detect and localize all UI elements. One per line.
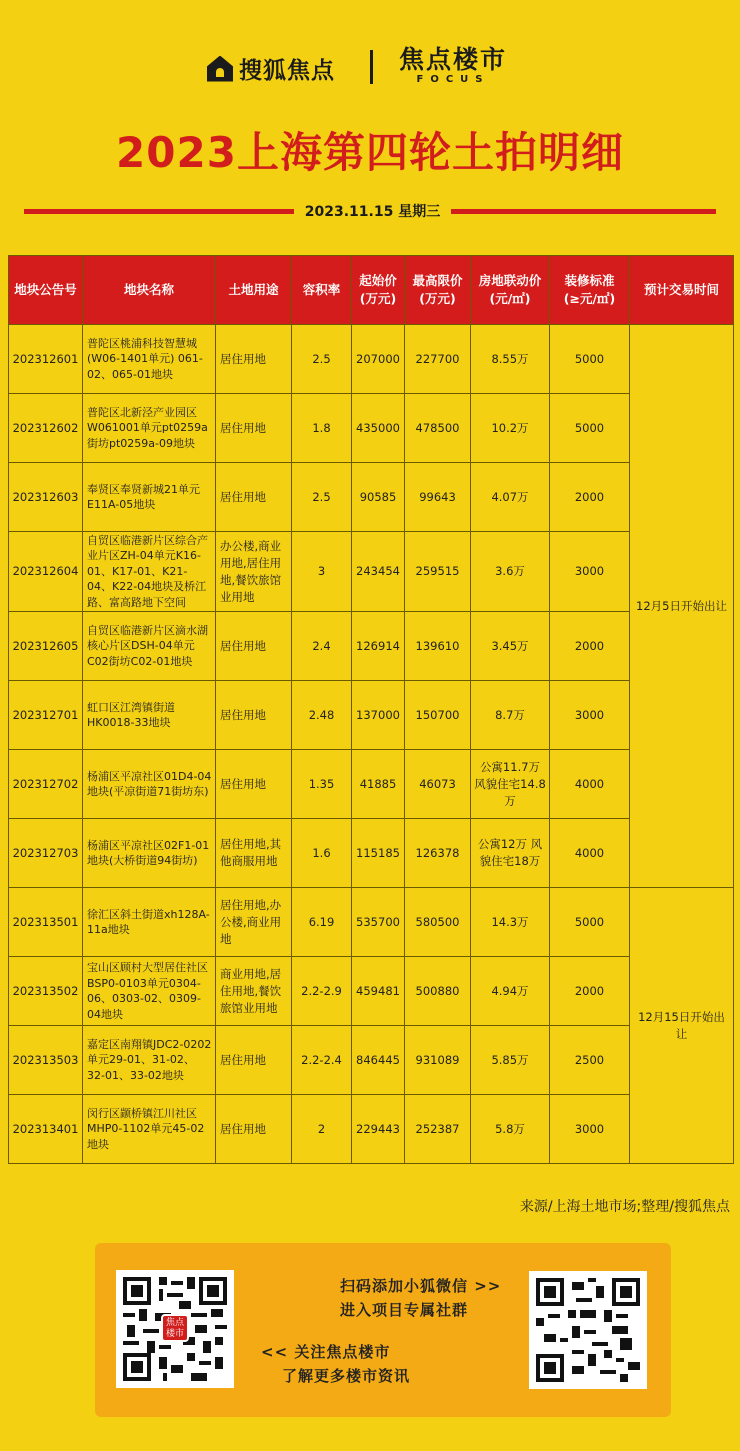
column-header: 起始价 (万元) (352, 256, 405, 325)
max-price-cell: 580500 (405, 888, 471, 957)
source-note: 来源/上海土地市场;整理/搜狐焦点 (519, 1199, 730, 1215)
floor-area-ratio-cell: 1.8 (292, 394, 352, 463)
date-row (0, 201, 740, 223)
start-price-cell: 115185 (352, 819, 405, 888)
focus-brand-cn: 焦点楼市 (399, 45, 508, 74)
qr-code-icon (536, 1278, 640, 1382)
promo-line-2: 进入项目专属社群 (340, 1301, 469, 1319)
plot-id-cell: 202313503 (9, 1026, 83, 1095)
plot-name-cell: 自贸区临港新片区综合产业片区ZH-04单元K16-01、K17-01、K21-04、K22-04地块及桥江路、富高路地下空间 (83, 532, 216, 612)
column-header: 房地联动价 (元/㎡) (471, 256, 550, 325)
plot-id-cell: 202312703 (9, 819, 83, 888)
qr-code-wechat[interactable] (116, 1270, 234, 1388)
land-auction-table (8, 255, 734, 1164)
land-use-cell: 居住用地,办公楼,商业用地 (216, 888, 292, 957)
logo-divider (370, 50, 373, 84)
start-price-cell: 229443 (352, 1095, 405, 1164)
decoration-standard-cell: 3000 (550, 1095, 630, 1164)
decoration-standard-cell: 5000 (550, 394, 630, 463)
table-row (9, 819, 734, 888)
floor-area-ratio-cell: 1.6 (292, 819, 352, 888)
plot-id-cell: 202313501 (9, 888, 83, 957)
page-title: 2023上海第四轮土拍明细 (116, 128, 624, 177)
linked-price-cell: 5.85万 (471, 1026, 550, 1095)
column-header: 装修标准 (≥元/㎡) (550, 256, 630, 325)
floor-area-ratio-cell: 2 (292, 1095, 352, 1164)
floor-area-ratio-cell: 1.35 (292, 750, 352, 819)
trade-time-cell: 12月5日开始出让 (630, 325, 734, 888)
table-row (9, 957, 734, 1026)
table-row (9, 532, 734, 612)
land-use-cell: 居住用地 (216, 1026, 292, 1095)
plot-id-cell: 202312602 (9, 394, 83, 463)
start-price-cell: 41885 (352, 750, 405, 819)
plot-name-cell: 奉贤区奉贤新城21单元E11A-05地块 (83, 463, 216, 532)
start-price-cell: 459481 (352, 957, 405, 1026)
max-price-cell: 500880 (405, 957, 471, 1026)
plot-id-cell: 202312603 (9, 463, 83, 532)
plot-name-cell: 徐汇区斜土街道xh128A-11a地块 (83, 888, 216, 957)
decoration-standard-cell: 5000 (550, 325, 630, 394)
start-price-cell: 846445 (352, 1026, 405, 1095)
linked-price-cell: 3.45万 (471, 612, 550, 681)
land-use-cell: 居住用地 (216, 750, 292, 819)
decoration-standard-cell: 2000 (550, 612, 630, 681)
decoration-standard-cell: 2500 (550, 1026, 630, 1095)
promo-line-1: 扫码添加小狐微信 >> (340, 1277, 502, 1295)
decoration-standard-cell: 4000 (550, 819, 630, 888)
floor-area-ratio-cell: 6.19 (292, 888, 352, 957)
table-row (9, 750, 734, 819)
promo-line-3: << 关注焦点楼市 (261, 1343, 391, 1361)
floor-area-ratio-cell: 2.48 (292, 681, 352, 750)
plot-name-cell: 普陀区北新泾产业园区W061001单元pt0259a街坊pt0259a-09地块 (83, 394, 216, 463)
column-header: 预计交易时间 (630, 256, 734, 325)
decoration-standard-cell: 2000 (550, 957, 630, 1026)
date-divider-right (451, 209, 716, 214)
table-row (9, 681, 734, 750)
floor-area-ratio-cell: 2.5 (292, 325, 352, 394)
column-header: 最高限价 (万元) (405, 256, 471, 325)
focus-brand-en: FOCUS (416, 74, 490, 85)
column-header: 土地用途 (216, 256, 292, 325)
max-price-cell: 259515 (405, 532, 471, 612)
table-row (9, 463, 734, 532)
start-price-cell: 535700 (352, 888, 405, 957)
decoration-standard-cell: 3000 (550, 532, 630, 612)
max-price-cell: 126378 (405, 819, 471, 888)
start-price-cell: 126914 (352, 612, 405, 681)
linked-price-cell: 10.2万 (471, 394, 550, 463)
decoration-standard-cell: 5000 (550, 888, 630, 957)
max-price-cell: 99643 (405, 463, 471, 532)
floor-area-ratio-cell: 3 (292, 532, 352, 612)
land-use-cell: 居住用地 (216, 463, 292, 532)
column-header: 地块公告号 (9, 256, 83, 325)
floor-area-ratio-cell: 2.2-2.4 (292, 1026, 352, 1095)
land-use-cell: 居住用地 (216, 1095, 292, 1164)
linked-price-cell: 4.07万 (471, 463, 550, 532)
table-row (9, 1095, 734, 1164)
start-price-cell: 137000 (352, 681, 405, 750)
plot-name-cell: 自贸区临港新片区滴水湖核心片区DSH-04单元C02街坊C02-01地块 (83, 612, 216, 681)
land-use-cell: 居住用地 (216, 325, 292, 394)
promo-line-4: 了解更多楼市资讯 (282, 1367, 411, 1385)
plot-id-cell: 202313502 (9, 957, 83, 1026)
floor-area-ratio-cell: 2.4 (292, 612, 352, 681)
max-price-cell: 227700 (405, 325, 471, 394)
table-row (9, 612, 734, 681)
table-row (9, 888, 734, 957)
decoration-standard-cell: 4000 (550, 750, 630, 819)
table-row (9, 325, 734, 394)
linked-price-cell: 3.6万 (471, 532, 550, 612)
start-price-cell: 435000 (352, 394, 405, 463)
column-header: 容积率 (292, 256, 352, 325)
linked-price-cell: 14.3万 (471, 888, 550, 957)
decoration-standard-cell: 3000 (550, 681, 630, 750)
table-body (9, 325, 734, 1164)
max-price-cell: 46073 (405, 750, 471, 819)
max-price-cell: 150700 (405, 681, 471, 750)
table-row (9, 1026, 734, 1095)
trade-time-cell: 12月15日开始出让 (630, 888, 734, 1164)
decoration-standard-cell: 2000 (550, 463, 630, 532)
linked-price-cell: 公寓12万 风貌住宅18万 (471, 819, 550, 888)
linked-price-cell: 8.7万 (471, 681, 550, 750)
plot-name-cell: 杨浦区平凉社区02F1-01地块(大桥街道94街坊) (83, 819, 216, 888)
plot-name-cell: 宝山区顾村大型居住社区BSP0-0103单元0304-06、0303-02、0309-04地块 (83, 957, 216, 1026)
max-price-cell: 931089 (405, 1026, 471, 1095)
plot-id-cell: 202312605 (9, 612, 83, 681)
sohu-focus-logo (207, 52, 335, 85)
plot-name-cell: 普陀区桃浦科技智慧城(W06-1401单元) 061-02、065-01地块 (83, 325, 216, 394)
qr-code-loushi[interactable] (529, 1271, 647, 1389)
linked-price-cell: 4.94万 (471, 957, 550, 1026)
plot-name-cell: 虹口区江湾镇街道HK0018-33地块 (83, 681, 216, 750)
logo-bar (0, 44, 740, 92)
linked-price-cell: 公寓11.7万 风貌住宅14.8万 (471, 750, 550, 819)
land-use-cell: 居住用地 (216, 612, 292, 681)
floor-area-ratio-cell: 2.2-2.9 (292, 957, 352, 1026)
land-use-cell: 居住用地 (216, 394, 292, 463)
plot-name-cell: 杨浦区平凉社区01D4-04地块(平凉街道71街坊东) (83, 750, 216, 819)
plot-id-cell: 202312701 (9, 681, 83, 750)
linked-price-cell: 5.8万 (471, 1095, 550, 1164)
land-use-cell: 商业用地,居住用地,餐饮旅馆业用地 (216, 957, 292, 1026)
floor-area-ratio-cell: 2.5 (292, 463, 352, 532)
linked-price-cell: 8.55万 (471, 325, 550, 394)
land-use-cell: 居住用地,其他商服用地 (216, 819, 292, 888)
max-price-cell: 139610 (405, 612, 471, 681)
promo-banner (95, 1243, 671, 1417)
date-divider-left (24, 209, 294, 214)
start-price-cell: 207000 (352, 325, 405, 394)
table-header-row (9, 256, 734, 325)
plot-name-cell: 嘉定区南翔镇JDC2-0202单元29-01、31-02、32-01、33-02地块 (83, 1026, 216, 1095)
house-icon (207, 56, 233, 82)
start-price-cell: 243454 (352, 532, 405, 612)
plot-id-cell: 202313401 (9, 1095, 83, 1164)
plot-id-cell: 202312604 (9, 532, 83, 612)
date-label: 2023.11.15 星期三 (304, 204, 441, 220)
column-header: 地块名称 (83, 256, 216, 325)
qr-badge-logo: 焦点楼市 (161, 1314, 189, 1342)
max-price-cell: 252387 (405, 1095, 471, 1164)
plot-id-cell: 202312702 (9, 750, 83, 819)
plot-id-cell: 202312601 (9, 325, 83, 394)
plot-name-cell: 闵行区颛桥镇江川社区MHP0-1102单元45-02地块 (83, 1095, 216, 1164)
sohu-brand-text: 搜狐焦点 (239, 58, 335, 84)
land-use-cell: 居住用地 (216, 681, 292, 750)
focus-loushi-logo (399, 46, 507, 86)
table-row (9, 394, 734, 463)
max-price-cell: 478500 (405, 394, 471, 463)
land-use-cell: 办公楼,商业用地,居住用地,餐饮旅馆业用地 (216, 532, 292, 612)
start-price-cell: 90585 (352, 463, 405, 532)
